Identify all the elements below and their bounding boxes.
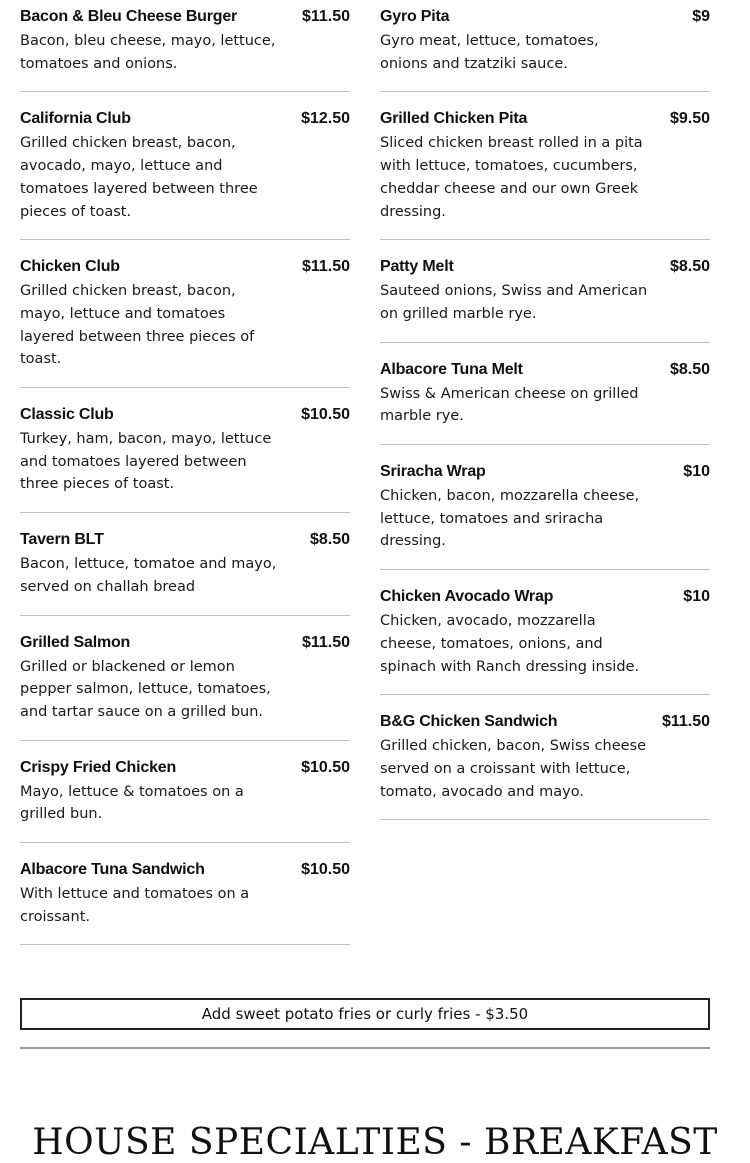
section-heading: HOUSE SPECIALTIES - BREAKFAST	[32, 1122, 718, 1163]
menu-item	[20, 0, 350, 92]
menu-item	[380, 353, 710, 445]
item-description: Bacon, bleu cheese, mayo, lettuce, tomatoes and onions.	[20, 33, 276, 72]
item-price: $8.50	[669, 258, 710, 276]
item-price: $12.50	[301, 110, 350, 128]
item-price: $10.50	[301, 406, 350, 424]
item-name: Classic Club	[20, 406, 114, 424]
item-name: Chicken Club	[20, 258, 120, 276]
item-name: Patty Melt	[380, 258, 454, 276]
item-price: $11.50	[301, 8, 350, 25]
item-description: Sauteed onions, Swiss and American on grilled marble rye.	[380, 283, 648, 322]
item-price: $10.50	[301, 758, 350, 776]
item-description: Bacon, lettuce, tomatoe and mayo, served on challah bread	[20, 556, 277, 595]
item-name: Gyro Pita	[380, 8, 450, 25]
item-name: Sriracha Wrap	[380, 463, 486, 481]
item-name: California Club	[20, 110, 131, 128]
menu-item	[20, 250, 350, 388]
item-price: $11.50	[301, 633, 350, 651]
item-price: $9.50	[669, 110, 710, 128]
menu-item	[20, 853, 350, 945]
menu-item	[20, 626, 350, 741]
item-name: Chicken Avocado Wrap	[380, 588, 554, 606]
item-price: $9	[692, 8, 710, 25]
item-name: Bacon & Bleu Cheese Burger	[20, 8, 238, 25]
right-menu-column	[380, 0, 710, 955]
menu-item	[380, 455, 710, 570]
item-name: Crispy Fried Chicken	[20, 758, 177, 776]
item-name: Tavern BLT	[20, 531, 104, 549]
item-name: Albacore Tuna Melt	[380, 360, 523, 378]
item-description: Chicken, avocado, mozzarella cheese, tomatoes, onions, and spinach with Ranch dressing inside.	[380, 613, 640, 675]
item-name: Grilled Salmon	[20, 633, 131, 651]
item-price: $8.50	[309, 531, 350, 549]
item-price: $10	[683, 463, 710, 481]
menu-item	[380, 580, 710, 695]
item-description: Turkey, ham, bacon, mayo, lettuce and tomatoes layered between three pieces of toast.	[20, 431, 272, 493]
left-menu-column	[20, 0, 350, 955]
item-description: Grilled or blackened or lemon pepper salmon, lettuce, tomatoes, and tartar sauce on a grilled bun.	[20, 658, 271, 720]
menu-item	[20, 102, 350, 240]
item-description: Grilled chicken breast, bacon, avocado, mayo, lettuce and tomatoes layered between three pieces of toast.	[20, 135, 258, 220]
item-name: B&G Chicken Sandwich	[380, 713, 558, 731]
item-description: Swiss & American cheese on grilled marble rye.	[380, 385, 639, 425]
item-description: Grilled chicken breast, bacon, mayo, lettuce and tomatoes layered between three pieces of toast.	[20, 283, 255, 368]
menu-item	[380, 102, 710, 240]
item-price: $10.50	[301, 861, 350, 879]
menu-item	[20, 398, 350, 513]
item-price: $11.50	[301, 258, 350, 276]
menu-item	[20, 751, 350, 843]
item-description: Grilled chicken, bacon, Swiss cheese served on a croissant with lettuce, tomato, avocado and mayo.	[380, 738, 647, 800]
item-price: $11.50	[661, 713, 710, 731]
item-price: $10	[683, 588, 710, 606]
item-name: Albacore Tuna Sandwich	[20, 861, 205, 879]
item-description: Mayo, lettuce & tomatoes on a grilled bun.	[20, 783, 244, 823]
menu-item	[380, 705, 710, 820]
item-description: Chicken, bacon, mozzarella cheese, lettuce, tomatoes and sriracha dressing.	[380, 488, 640, 550]
addon-fries-note: Add sweet potato fries or curly fries - $3.50	[20, 998, 710, 1030]
item-description: Gyro meat, lettuce, tomatoes, onions and tzatziki sauce.	[380, 33, 599, 72]
section-divider	[20, 1047, 710, 1049]
menu-item	[20, 523, 350, 615]
menu-item	[380, 0, 710, 92]
menu-columns	[20, 0, 710, 955]
item-description: Sliced chicken breast rolled in a pita with lettuce, tomatoes, cucumbers, cheddar cheese and our own Greek dressing.	[380, 135, 643, 220]
menu-item	[380, 250, 710, 342]
item-description: With lettuce and tomatoes on a croissant.	[20, 886, 250, 925]
item-price: $8.50	[669, 360, 710, 378]
item-name: Grilled Chicken Pita	[380, 110, 528, 128]
